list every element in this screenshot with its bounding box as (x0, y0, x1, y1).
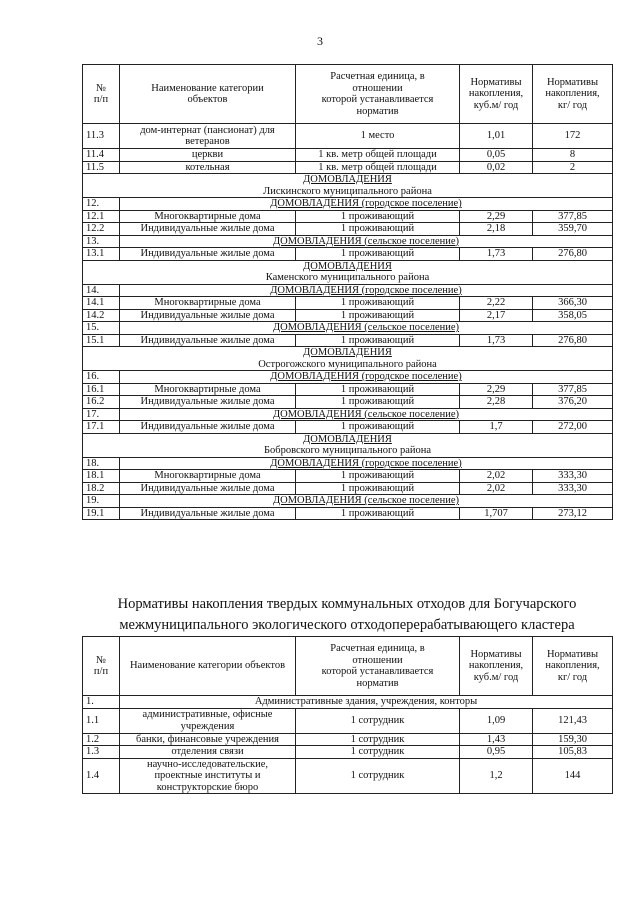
section-cell (83, 174, 613, 198)
row-mass: 377,85 (533, 210, 613, 223)
row-number: 16.1 (83, 383, 120, 396)
group-number: 14. (83, 284, 120, 297)
section-subtitle: Бобровского муниципального района (263, 445, 432, 456)
row-number: 12.1 (83, 210, 120, 223)
section-cell (83, 347, 613, 371)
row-number: 14.2 (83, 309, 120, 322)
header-category: Наименование категории объектов (120, 637, 296, 696)
row-mass: 333,30 (533, 470, 613, 483)
row-volume: 1,73 (460, 334, 533, 347)
table-row (83, 421, 613, 434)
section-title: Нормативы накопления твердых коммунальных отходов для Богучарского межмуниципального экологического отходоперерабатывающего кластера (117, 596, 577, 633)
group-row (83, 198, 613, 211)
section-row (83, 260, 613, 284)
row-number: 16.2 (83, 396, 120, 409)
row-mass: 2 (533, 161, 613, 174)
row-volume: 2,17 (460, 309, 533, 322)
row-category: Многоквартирные дома (120, 297, 296, 310)
row-mass: 377,85 (533, 383, 613, 396)
row-category: банки, финансовые учреждения (120, 733, 296, 746)
row-unit: 1 проживающий (296, 248, 460, 261)
row-mass: 276,80 (533, 334, 613, 347)
table-row (83, 758, 613, 794)
group-title: ДОМОВЛАДЕНИЯ (городское поселение) (120, 198, 613, 211)
row-mass: 358,05 (533, 309, 613, 322)
row-volume: 1,7 (460, 421, 533, 434)
row-number: 17.1 (83, 421, 120, 434)
row-category: Индивидуальные жилые дома (120, 396, 296, 409)
row-volume: 2,29 (460, 210, 533, 223)
row-category: дом-интернат (пансионат) для ветеранов (120, 124, 296, 149)
group-title: ДОМОВЛАДЕНИЯ (сельское поселение) (120, 495, 613, 508)
section-title: ДОМОВЛАДЕНИЯ (303, 347, 392, 358)
row-unit: 1 проживающий (296, 210, 460, 223)
row-unit: 1 сотрудник (296, 758, 460, 794)
header-mass: Нормативы накопления, кг/ год (533, 65, 613, 124)
row-category: Индивидуальные жилые дома (120, 507, 296, 520)
group-row (83, 457, 613, 470)
header-number: № п/п (83, 637, 120, 696)
row-mass: 159,30 (533, 733, 613, 746)
row-volume: 2,28 (460, 396, 533, 409)
table-1-body (83, 124, 613, 520)
row-mass: 8 (533, 149, 613, 162)
row-mass: 376,20 (533, 396, 613, 409)
row-category: административные, офисные учреждения (120, 708, 296, 733)
row-mass: 172 (533, 124, 613, 149)
row-unit: 1 проживающий (296, 482, 460, 495)
row-number: 1.4 (83, 758, 120, 794)
row-category: Индивидуальные жилые дома (120, 421, 296, 434)
row-category: научно-исследовательские, проектные институты и конструкторские бюро (120, 758, 296, 794)
row-number: 15.1 (83, 334, 120, 347)
header-unit: Расчетная единица, в отношении которой устанавливается норматив (296, 637, 460, 696)
table-row (83, 746, 613, 759)
row-category: Многоквартирные дома (120, 210, 296, 223)
row-category: Индивидуальные жилые дома (120, 482, 296, 495)
row-unit: 1 проживающий (296, 383, 460, 396)
row-category: Индивидуальные жилые дома (120, 309, 296, 322)
section-title: ДОМОВЛАДЕНИЯ (303, 260, 392, 272)
row-category: Многоквартирные дома (120, 470, 296, 483)
header-category: Наименование категории объектов (120, 65, 296, 124)
row-unit: 1 проживающий (296, 470, 460, 483)
table-row (83, 733, 613, 746)
row-number: 12.2 (83, 223, 120, 236)
page-number: 3 (317, 34, 323, 48)
row-mass: 333,30 (533, 482, 613, 495)
row-category: церкви (120, 149, 296, 162)
table-row (83, 210, 613, 223)
row-unit: 1 сотрудник (296, 708, 460, 733)
row-volume: 2,29 (460, 383, 533, 396)
row-unit: 1 проживающий (296, 507, 460, 520)
section-subtitle: Каменского муниципального района (265, 272, 430, 283)
header-volume: Нормативы накопления, куб.м/ год (460, 65, 533, 124)
table-row (83, 708, 613, 733)
group-title: ДОМОВЛАДЕНИЯ (сельское поселение) (120, 235, 613, 248)
table-row (83, 334, 613, 347)
row-volume: 2,02 (460, 482, 533, 495)
group-row (83, 235, 613, 248)
table-row (83, 223, 613, 236)
row-category: отделения связи (120, 746, 296, 759)
header-mass: Нормативы накопления, кг/ год (533, 637, 613, 696)
row-unit: 1 проживающий (296, 396, 460, 409)
section-title: ДОМОВЛАДЕНИЯ (303, 174, 392, 185)
table-row (83, 383, 613, 396)
row-number: 13.1 (83, 248, 120, 261)
table-row (83, 161, 613, 174)
row-category: Индивидуальные жилые дома (120, 334, 296, 347)
table-2-body (83, 696, 613, 794)
row-volume: 1,73 (460, 248, 533, 261)
group-row (83, 495, 613, 508)
row-number: 1.1 (83, 708, 120, 733)
row-mass: 144 (533, 758, 613, 794)
section-subtitle: Лискинского муниципального района (263, 185, 432, 197)
section-cell (83, 260, 613, 284)
table-row (83, 149, 613, 162)
row-volume: 1,43 (460, 733, 533, 746)
row-volume: 1,09 (460, 708, 533, 733)
row-number: 11.4 (83, 149, 120, 162)
row-number: 1.2 (83, 733, 120, 746)
section-row (83, 433, 613, 457)
row-unit: 1 кв. метр общей площади (296, 149, 460, 162)
row-volume: 2,22 (460, 297, 533, 310)
row-unit: 1 проживающий (296, 334, 460, 347)
row-unit: 1 проживающий (296, 223, 460, 236)
group-number: 15. (83, 322, 120, 335)
group-title: Административные здания, учреждения, конторы (120, 696, 613, 709)
row-number: 11.5 (83, 161, 120, 174)
group-number: 13. (83, 235, 120, 248)
norms-table-2 (82, 636, 613, 794)
row-volume: 0,95 (460, 746, 533, 759)
table-row (83, 309, 613, 322)
group-number: 12. (83, 198, 120, 211)
group-row (83, 284, 613, 297)
table-header-row (83, 637, 613, 696)
group-row (83, 322, 613, 335)
row-volume: 0,02 (460, 161, 533, 174)
row-number: 18.2 (83, 482, 120, 495)
group-number: 18. (83, 457, 120, 470)
row-unit: 1 проживающий (296, 421, 460, 434)
table-row (83, 396, 613, 409)
row-unit: 1 проживающий (296, 309, 460, 322)
section-row (83, 347, 613, 371)
section-subtitle: Острогожского муниципального района (258, 358, 437, 370)
table-row (83, 297, 613, 310)
group-title: ДОМОВЛАДЕНИЯ (городское поселение) (120, 284, 613, 297)
row-mass: 273,12 (533, 507, 613, 520)
section-row (83, 174, 613, 198)
row-unit: 1 сотрудник (296, 746, 460, 759)
group-title: ДОМОВЛАДЕНИЯ (сельское поселение) (120, 322, 613, 335)
group-title: ДОМОВЛАДЕНИЯ (городское поселение) (120, 457, 613, 470)
header-volume: Нормативы накопления, куб.м/ год (460, 637, 533, 696)
row-mass: 121,43 (533, 708, 613, 733)
table-row (83, 470, 613, 483)
row-number: 14.1 (83, 297, 120, 310)
row-unit: 1 кв. метр общей площади (296, 161, 460, 174)
group-row (83, 371, 613, 384)
row-mass: 272,00 (533, 421, 613, 434)
row-category: Индивидуальные жилые дома (120, 248, 296, 261)
row-category: Многоквартирные дома (120, 383, 296, 396)
row-category: Индивидуальные жилые дома (120, 223, 296, 236)
group-title: ДОМОВЛАДЕНИЯ (городское поселение) (120, 371, 613, 384)
row-number: 1.3 (83, 746, 120, 759)
norms-table-1 (82, 64, 613, 520)
header-unit: Расчетная единица, в отношении которой устанавливается норматив (296, 65, 460, 124)
table-header-row (83, 65, 613, 124)
row-volume: 2,18 (460, 223, 533, 236)
group-row (83, 696, 613, 709)
row-mass: 366,30 (533, 297, 613, 310)
section-cell (83, 433, 613, 457)
group-number: 17. (83, 408, 120, 421)
row-volume: 0,05 (460, 149, 533, 162)
group-row (83, 408, 613, 421)
row-mass: 359,70 (533, 223, 613, 236)
group-number: 19. (83, 495, 120, 508)
group-number: 16. (83, 371, 120, 384)
row-number: 11.3 (83, 124, 120, 149)
row-volume: 1,01 (460, 124, 533, 149)
table-row (83, 248, 613, 261)
row-unit: 1 сотрудник (296, 733, 460, 746)
row-number: 19.1 (83, 507, 120, 520)
row-mass: 105,83 (533, 746, 613, 759)
row-volume: 1,2 (460, 758, 533, 794)
row-unit: 1 проживающий (296, 297, 460, 310)
row-number: 18.1 (83, 470, 120, 483)
group-number: 1. (83, 696, 120, 709)
table-row (83, 124, 613, 149)
row-category: котельная (120, 161, 296, 174)
row-unit: 1 место (296, 124, 460, 149)
table-row (83, 482, 613, 495)
header-number: № п/п (83, 65, 120, 124)
table-row (83, 507, 613, 520)
row-volume: 1,707 (460, 507, 533, 520)
section-title: ДОМОВЛАДЕНИЯ (303, 433, 392, 445)
row-mass: 276,80 (533, 248, 613, 261)
group-title: ДОМОВЛАДЕНИЯ (сельское поселение) (120, 408, 613, 421)
row-volume: 2,02 (460, 470, 533, 483)
